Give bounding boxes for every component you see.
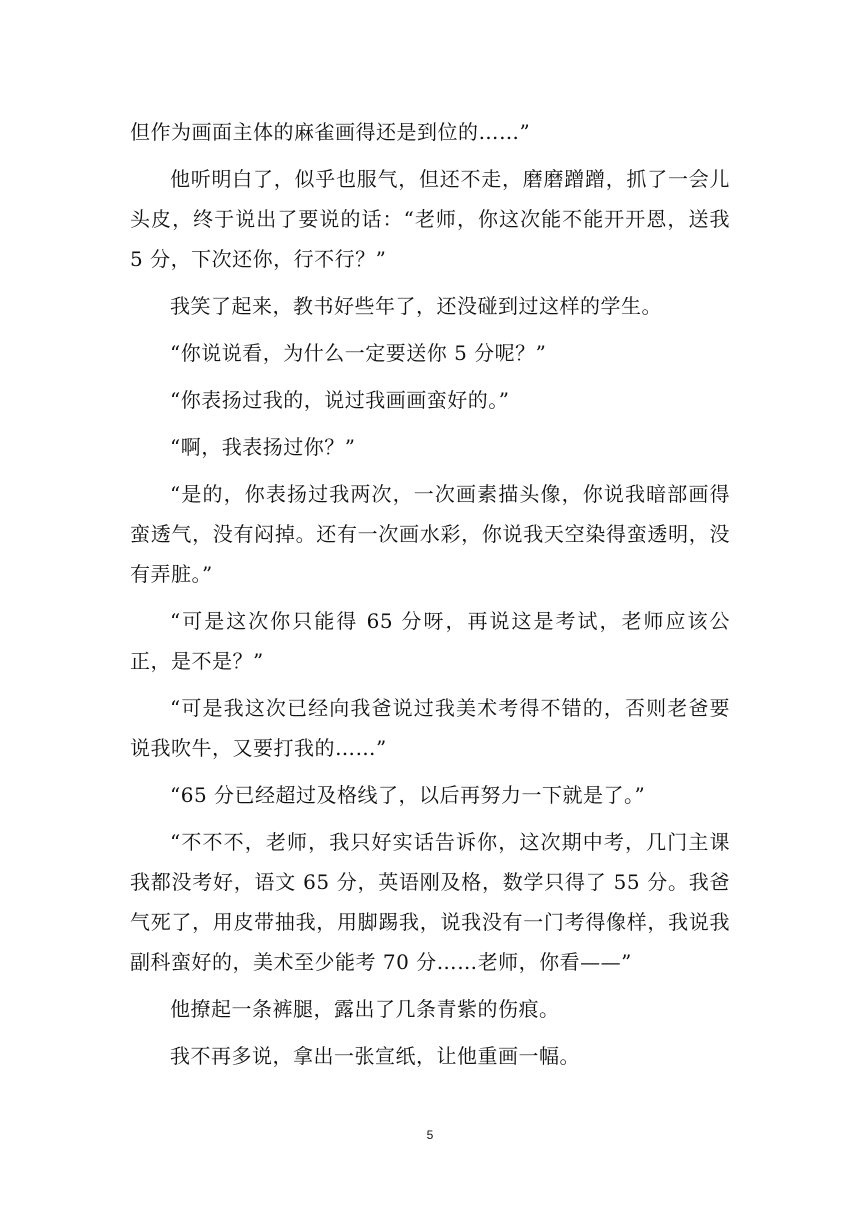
paragraph: “65 分已经超过及格线了，以后再努力一下就是了。” <box>170 783 646 807</box>
paragraph: “你表扬过我的，说过我画画蛮好的。” <box>170 388 510 412</box>
paragraph: “啊，我表扬过你？” <box>170 435 356 459</box>
paragraph: “不不不，老师，我只好实话告诉你，这次期中考，几门主课我都没考好，语文 65 分，英语刚及格，数学只得了 55 分。我爸气死了，用皮带抽我，用脚踢我，说我没有一门考得像样，我说我副科蛮好的，美术至少能考 70 分……老师，你看——” <box>130 830 730 974</box>
document-body <box>130 112 730 1083</box>
paragraph: “可是这次你只能得 65 分呀，再说这是考试，老师应该公正，是不是？” <box>130 609 730 673</box>
paragraph: “是的，你表扬过我两次，一次画素描头像，你说我暗部画得蛮透气，没有闷掉。还有一次画水彩，你说我天空染得蛮透明，没有弄脏。” <box>130 482 730 586</box>
paragraph: 我笑了起来，教书好些年了，还没碰到过这样的学生。 <box>170 294 662 318</box>
page-number: 5 <box>426 1128 434 1142</box>
paragraph: “你说说看，为什么一定要送你 5 分呢？” <box>170 341 547 365</box>
paragraph: “可是我这次已经向我爸说过我美术考得不错的，否则老爸要说我吹牛，又要打我的……” <box>130 696 730 760</box>
paragraph: 我不再多说，拿出一张宣纸，让他重画一幅。 <box>170 1044 580 1068</box>
paragraph: 他听明白了，似乎也服气，但还不走，磨磨蹭蹭，抓了一会儿头皮，终于说出了要说的话：“老师，你这次能不能开开恩，送我 5 分，下次还你，行不行？” <box>130 167 730 271</box>
paragraph: 他撩起一条裤腿，露出了几条青紫的伤痕。 <box>170 997 560 1021</box>
paragraph-continuation: 但作为画面主体的麻雀画得还是到位的……” <box>130 120 531 144</box>
